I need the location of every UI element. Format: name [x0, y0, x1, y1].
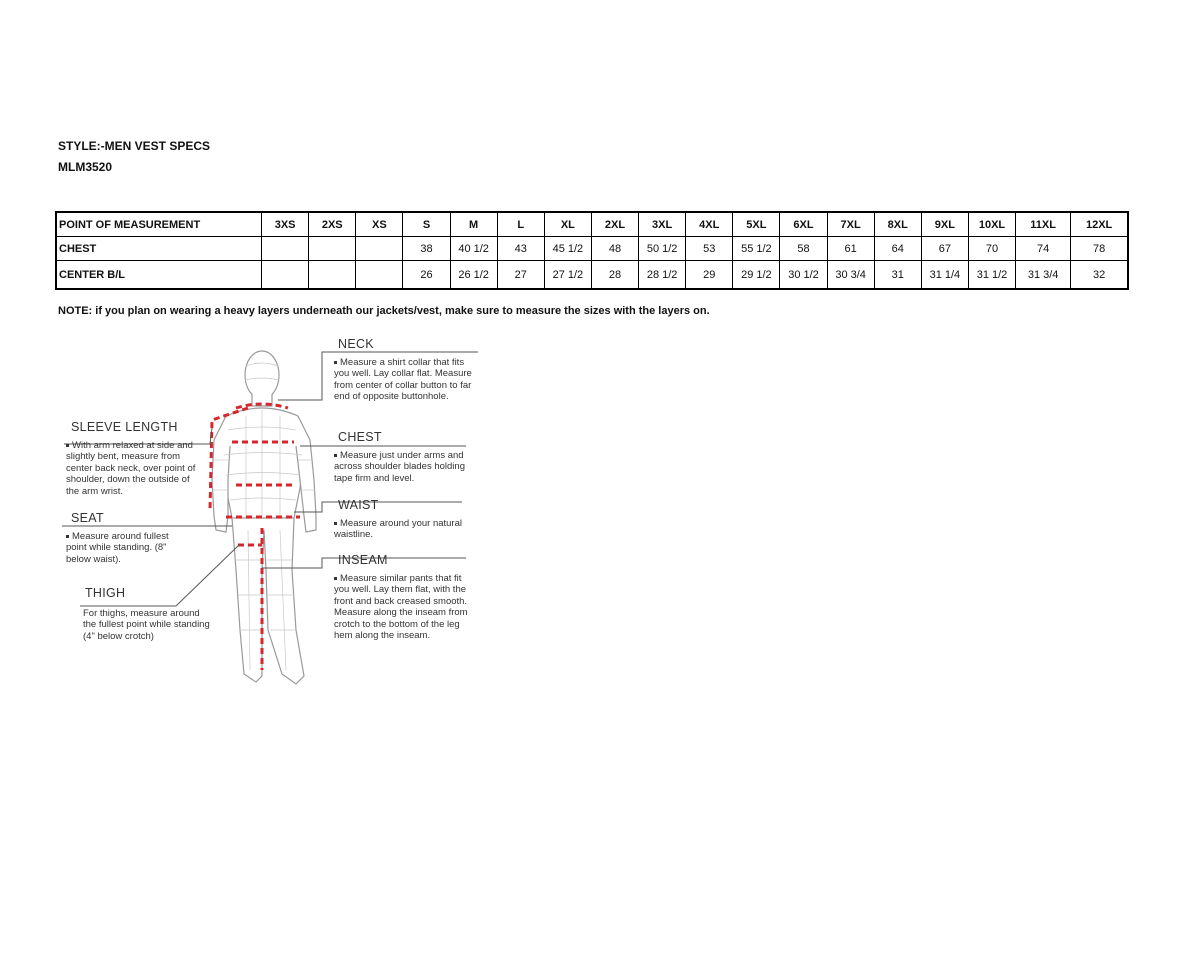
table-cell: 31 1/4 — [921, 261, 968, 290]
waist-description: Measure around your natural waistline. — [334, 518, 462, 541]
table-cell: 45 1/2 — [544, 237, 591, 261]
column-header: 3XL — [639, 212, 686, 237]
column-header: 7XL — [827, 212, 874, 237]
column-header: L — [497, 212, 544, 237]
table-cell: 28 — [591, 261, 638, 290]
chest-heading: CHEST — [338, 430, 382, 444]
table-row — [56, 237, 1128, 261]
column-header: 8XL — [874, 212, 921, 237]
table-cell: 26 — [403, 261, 450, 290]
bullet-icon — [334, 577, 337, 580]
inseam-description: Measure similar pants that fit you well. Lay them flat, with the front and back creased smooth. Measure along the inseam from crotch to the bottom of the leg hem along the inseam. — [334, 573, 468, 642]
table-row — [56, 261, 1128, 290]
neck-description: Measure a shirt collar that fits you well. Lay collar flat. Measure from center of collar button to far end of opposite buttonhole. — [334, 357, 472, 403]
table-cell: 31 — [874, 261, 921, 290]
table-cell: 70 — [968, 237, 1015, 261]
bullet-icon — [334, 454, 337, 457]
column-header: 3XS — [262, 212, 309, 237]
column-header: XS — [356, 212, 403, 237]
table-cell: 64 — [874, 237, 921, 261]
column-header: 2XL — [591, 212, 638, 237]
table-cell: 29 — [686, 261, 733, 290]
bullet-icon — [66, 444, 69, 447]
chest-description: Measure just under arms and across shoulder blades holding tape firm and level. — [334, 450, 465, 484]
table-cell: 31 1/2 — [968, 261, 1015, 290]
table-cell: 29 1/2 — [733, 261, 780, 290]
table-cell: 55 1/2 — [733, 237, 780, 261]
column-header: 5XL — [733, 212, 780, 237]
table-cell: 78 — [1071, 237, 1128, 261]
column-header: 6XL — [780, 212, 827, 237]
sleeve-length-heading: SLEEVE LENGTH — [71, 420, 178, 434]
seat-description: Measure around fullest point while standing. (8" below waist). — [66, 531, 169, 565]
column-header: S — [403, 212, 450, 237]
measurement-guide — [0, 330, 520, 700]
table-cell: 67 — [921, 237, 968, 261]
table-cell: 50 1/2 — [639, 237, 686, 261]
table-cell: 53 — [686, 237, 733, 261]
table-cell — [262, 237, 309, 261]
inseam-heading: INSEAM — [338, 553, 388, 567]
column-header: POINT OF MEASUREMENT — [56, 212, 262, 237]
table-cell: 61 — [827, 237, 874, 261]
table-cell: 30 1/2 — [780, 261, 827, 290]
table-header-row — [56, 212, 1128, 237]
table-cell: 27 — [497, 261, 544, 290]
table-cell — [262, 261, 309, 290]
bullet-icon — [334, 361, 337, 364]
column-header: 12XL — [1071, 212, 1128, 237]
table-cell: 48 — [591, 237, 638, 261]
table-cell — [356, 261, 403, 290]
table-cell: 38 — [403, 237, 450, 261]
table-cell: 74 — [1016, 237, 1071, 261]
sleeve-length-description: With arm relaxed at side and slightly bent, measure from center back neck, over point of shoulder, down the outside of the arm wrist. — [66, 440, 196, 497]
table-cell: 28 1/2 — [639, 261, 686, 290]
table-cell — [309, 237, 356, 261]
table-cell — [309, 261, 356, 290]
column-header: 2XS — [309, 212, 356, 237]
bullet-icon — [334, 522, 337, 525]
table-cell: 43 — [497, 237, 544, 261]
table-cell: 40 1/2 — [450, 237, 497, 261]
column-header: M — [450, 212, 497, 237]
thigh-description: For thighs, measure around the fullest point while standing (4" below crotch) — [83, 608, 210, 642]
thigh-heading: THIGH — [85, 586, 126, 600]
column-header: 11XL — [1016, 212, 1071, 237]
column-header: 9XL — [921, 212, 968, 237]
waist-heading: WAIST — [338, 498, 379, 512]
style-title: STYLE:-MEN VEST SPECS — [58, 139, 211, 153]
row-label: CENTER B/L — [56, 261, 262, 290]
row-label: CHEST — [56, 237, 262, 261]
style-code: MLM3520 — [58, 160, 113, 174]
table-cell: 32 — [1071, 261, 1128, 290]
column-header: 10XL — [968, 212, 1015, 237]
table-cell: 26 1/2 — [450, 261, 497, 290]
table-cell: 31 3/4 — [1016, 261, 1071, 290]
neck-heading: NECK — [338, 337, 374, 351]
column-header: 4XL — [686, 212, 733, 237]
size-spec-table — [55, 211, 1129, 290]
table-cell: 58 — [780, 237, 827, 261]
table-cell: 30 3/4 — [827, 261, 874, 290]
table-cell — [356, 237, 403, 261]
layering-note: NOTE: if you plan on wearing a heavy layers underneath our jackets/vest, make sure to measure the sizes with the layers on. — [58, 305, 710, 317]
bullet-icon — [66, 535, 69, 538]
table-cell: 27 1/2 — [544, 261, 591, 290]
column-header: XL — [544, 212, 591, 237]
seat-heading: SEAT — [71, 511, 104, 525]
